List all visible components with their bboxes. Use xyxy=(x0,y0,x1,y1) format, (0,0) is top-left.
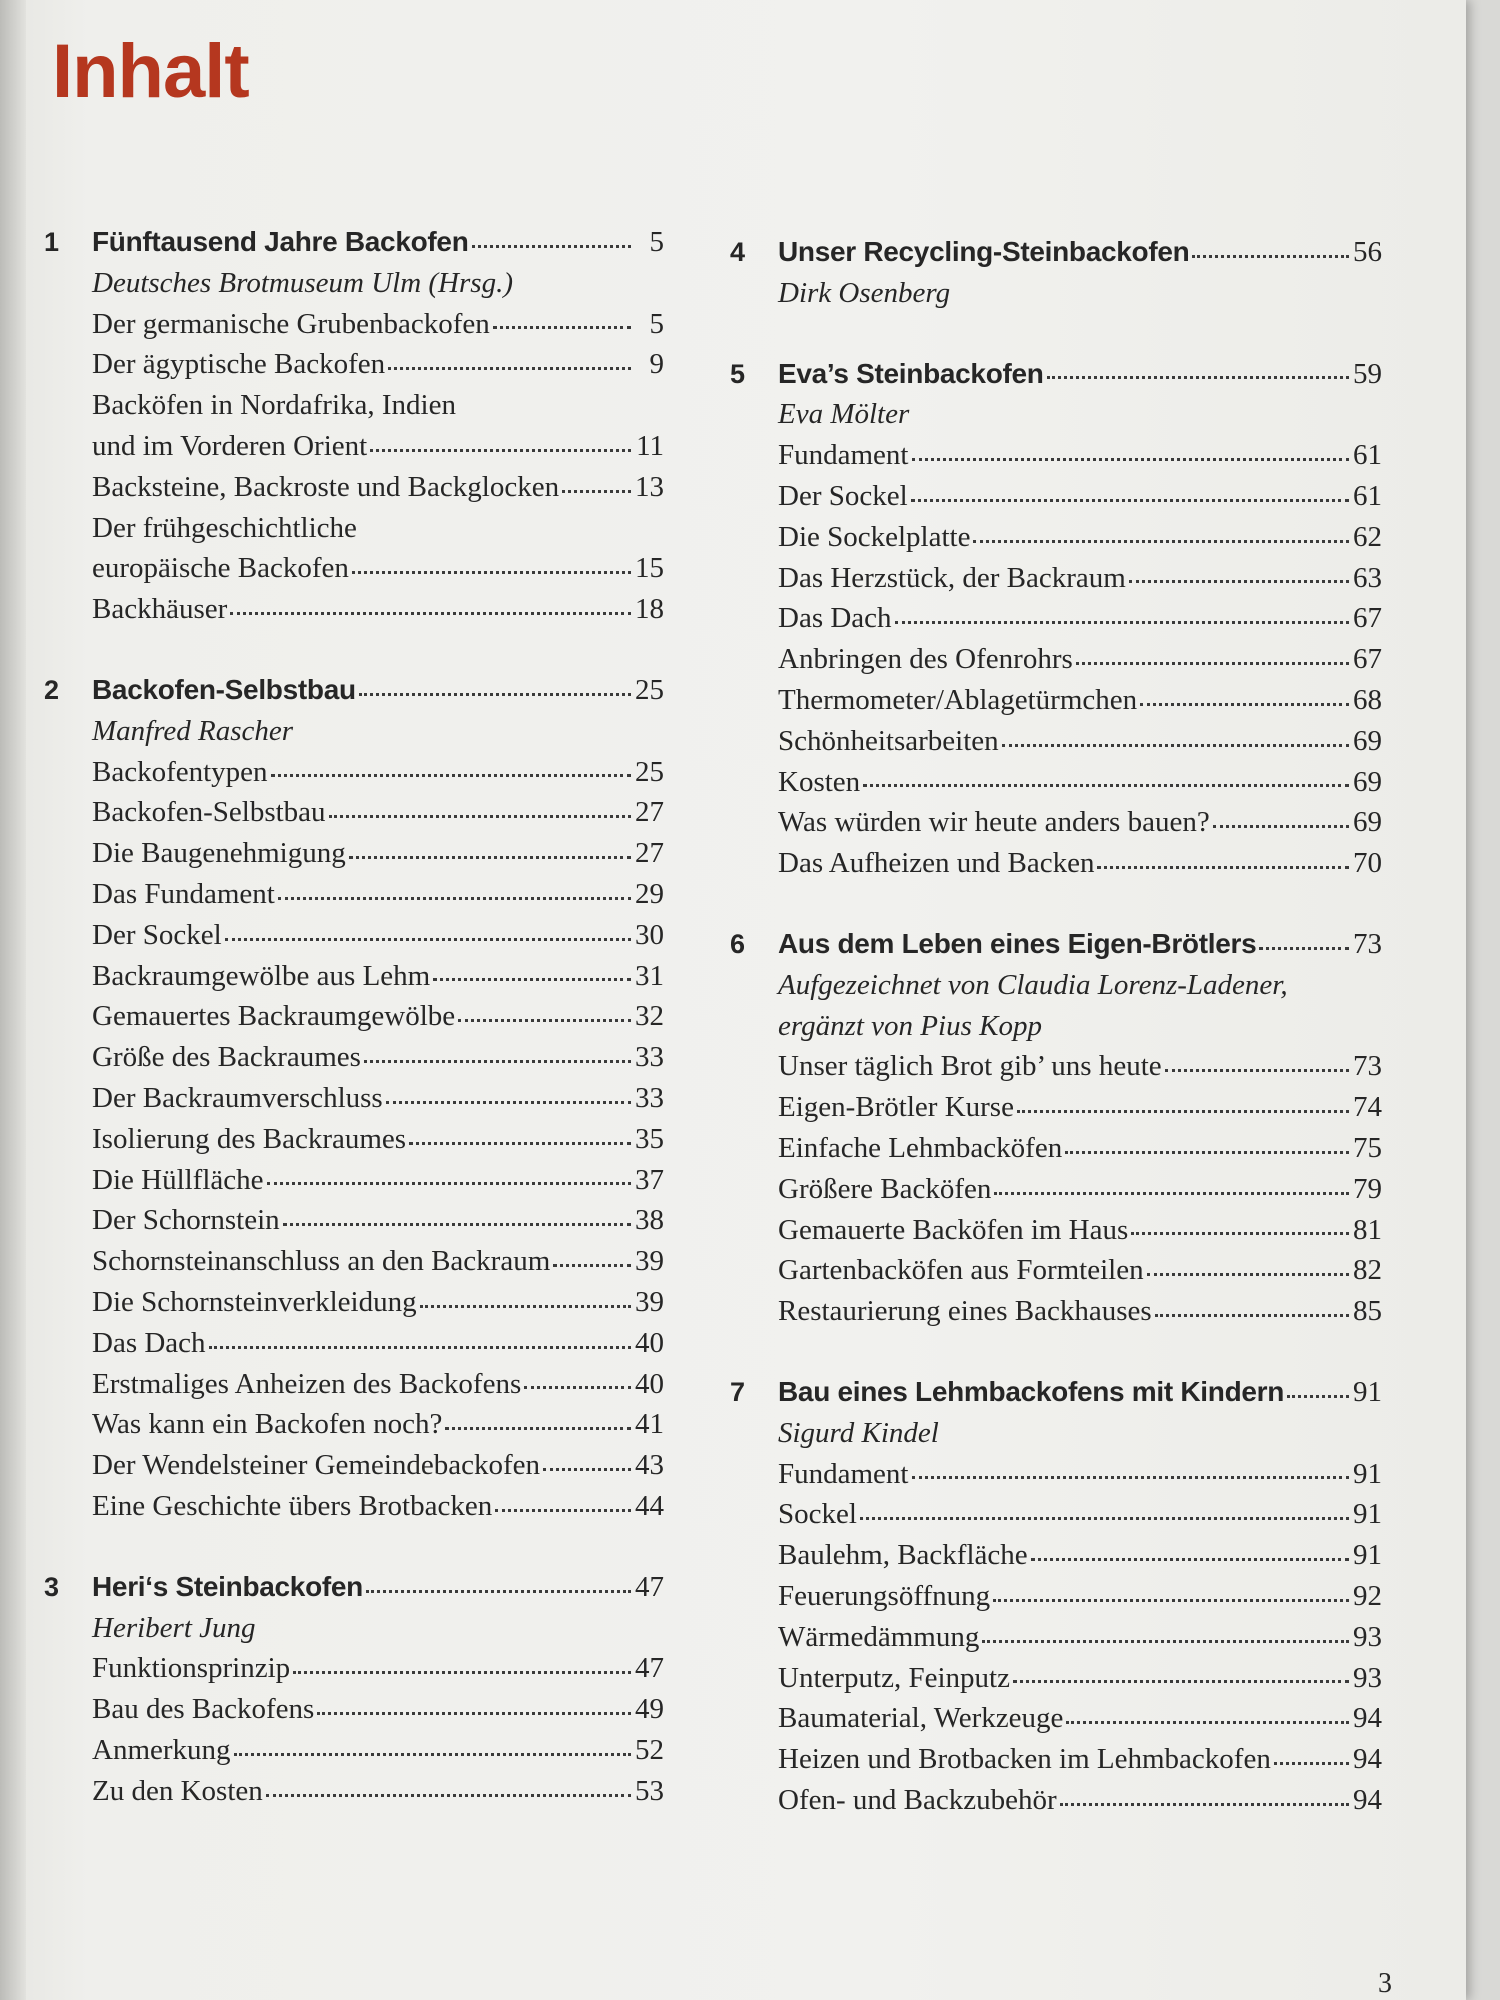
chapter-title: Unser Recycling-Steinbackofen xyxy=(778,236,1190,267)
toc-chapter xyxy=(730,354,1382,884)
toc-column-left xyxy=(44,222,664,1851)
toc-entry xyxy=(730,1576,1382,1617)
dot-leader xyxy=(1013,1680,1349,1683)
chapter-heading xyxy=(44,1567,664,1608)
toc-entry xyxy=(730,680,1382,721)
chapter-page: 25 xyxy=(635,673,664,706)
toc-entry xyxy=(730,1250,1382,1291)
entry-page: 91 xyxy=(1353,1498,1382,1531)
chapter-heading xyxy=(730,354,1382,395)
dot-leader xyxy=(553,1264,631,1267)
entry-title: europäische Backofen xyxy=(92,552,349,585)
entry-title: Größe des Backraumes xyxy=(92,1041,361,1074)
chapter-number: 1 xyxy=(44,227,60,257)
entry-page: 92 xyxy=(1353,1579,1382,1612)
entry-page: 41 xyxy=(635,1408,664,1441)
toc-entry xyxy=(730,598,1382,639)
toc-entry xyxy=(44,1730,664,1771)
entry-title: Backraumgewölbe aus Lehm xyxy=(92,959,431,992)
entry-title: Einfache Lehmbacköfen xyxy=(778,1131,1063,1164)
toc-entry xyxy=(44,1486,664,1527)
dot-leader xyxy=(420,1305,631,1308)
toc-entry xyxy=(44,1119,664,1160)
chapter-heading xyxy=(44,222,664,263)
toc-entry xyxy=(730,1739,1382,1780)
entry-title: Fundament xyxy=(778,1457,909,1490)
toc-entry xyxy=(44,792,664,833)
entry-page: 94 xyxy=(1353,1702,1382,1735)
dot-leader xyxy=(458,1019,631,1022)
dot-leader xyxy=(234,1753,631,1756)
page-gutter xyxy=(0,0,26,2000)
entry-title: Anbringen des Ofenrohrs xyxy=(778,643,1073,676)
dot-leader xyxy=(912,1476,1350,1479)
entry-title: Der Wendelsteiner Gemeindebackofen xyxy=(92,1449,541,1482)
dot-leader xyxy=(293,1671,631,1674)
dot-leader xyxy=(225,938,631,941)
toc-entry xyxy=(730,1087,1382,1128)
toc-entry xyxy=(730,1535,1382,1576)
toc-entry xyxy=(44,996,664,1037)
entry-page: 38 xyxy=(635,1204,664,1237)
dot-leader xyxy=(349,856,631,859)
toc-entry xyxy=(44,1160,664,1201)
entry-page: 15 xyxy=(635,552,664,585)
chapter-author: Manfred Rascher xyxy=(92,714,294,747)
entry-page: 35 xyxy=(635,1122,664,1155)
chapter-heading xyxy=(730,924,1382,965)
toc-entry xyxy=(44,467,664,508)
entry-page: 30 xyxy=(635,918,664,951)
entry-page: 61 xyxy=(1353,439,1382,472)
dot-leader xyxy=(993,1599,1349,1602)
chapter-title: Fünftausend Jahre Backofen xyxy=(92,226,469,257)
entry-title: Der Backraumverschluss xyxy=(92,1081,383,1114)
dot-leader xyxy=(1147,1273,1349,1276)
toc-column-right xyxy=(730,232,1382,1861)
toc-chapter xyxy=(730,1372,1382,1821)
chapter-author: Aufgezeichnet von Claudia Lorenz-Ladener, xyxy=(778,968,1288,1001)
toc-entry xyxy=(44,1364,664,1405)
toc-entry xyxy=(44,1241,664,1282)
chapter-number: 7 xyxy=(730,1376,746,1407)
entry-page: 13 xyxy=(635,470,664,503)
entry-title: Backöfen in Nordafrika, Indien xyxy=(92,389,456,422)
entry-title: Das Dach xyxy=(778,602,892,635)
toc-entry xyxy=(730,1780,1382,1821)
chapter-number: 3 xyxy=(44,1571,60,1602)
entry-page: 31 xyxy=(635,959,664,992)
toc-entry xyxy=(730,1617,1382,1658)
entry-page: 11 xyxy=(636,429,664,462)
dot-leader xyxy=(860,1517,1349,1520)
toc-entry xyxy=(44,304,664,345)
entry-page: 69 xyxy=(1353,724,1382,757)
entry-page: 40 xyxy=(635,1326,664,1359)
entry-title: Feuerungsöffnung xyxy=(778,1579,991,1612)
entry-page: 47 xyxy=(635,1652,664,1685)
dot-leader xyxy=(495,1509,631,1512)
toc-entry xyxy=(44,1282,664,1323)
entry-title: Unser täglich Brot gib’ uns heute xyxy=(778,1050,1162,1083)
entry-page: 33 xyxy=(635,1081,664,1114)
entry-title: Der ägyptische Backofen xyxy=(92,348,386,381)
toc-entry xyxy=(730,1454,1382,1495)
entry-page: 94 xyxy=(1353,1743,1382,1776)
chapter-author: Deutsches Brotmuseum Ulm (Hrsg.) xyxy=(92,266,513,299)
dot-leader xyxy=(1076,662,1349,665)
dot-leader xyxy=(895,621,1349,624)
entry-title: Isolierung des Backraumes xyxy=(92,1122,407,1155)
chapter-title: Aus dem Leben eines Eigen-Brötlers xyxy=(778,927,1257,959)
entry-title: Die Schornsteinverkleidung xyxy=(92,1285,417,1318)
entry-title: Gemauertes Backraumgewölbe xyxy=(92,1000,456,1033)
entry-page: 40 xyxy=(635,1367,664,1400)
dot-leader xyxy=(1129,580,1349,583)
entry-page: 93 xyxy=(1353,1620,1382,1653)
entry-page: 67 xyxy=(1353,602,1382,635)
toc-entry xyxy=(730,1046,1382,1087)
entry-title: Anmerkung xyxy=(92,1733,231,1766)
dot-leader xyxy=(352,571,631,574)
dot-leader xyxy=(283,1223,631,1226)
entry-page: 94 xyxy=(1353,1783,1382,1816)
toc-entry xyxy=(730,762,1382,803)
chapter-title: Heri‘s Steinbackofen xyxy=(92,1570,363,1602)
entry-title: Das Fundament xyxy=(92,877,275,910)
toc-entry xyxy=(730,802,1382,843)
toc-entry xyxy=(44,1323,664,1364)
dot-leader xyxy=(359,693,631,696)
entry-title: Die Sockelplatte xyxy=(778,520,971,553)
chapter-page: 5 xyxy=(649,226,664,258)
toc-entry xyxy=(44,589,664,630)
toc-entry xyxy=(730,1210,1382,1251)
entry-page: 85 xyxy=(1353,1295,1382,1328)
chapter-author: ergänzt von Pius Kopp xyxy=(778,1009,1042,1042)
entry-page: 53 xyxy=(635,1774,664,1807)
toc-entry xyxy=(730,1658,1382,1699)
entry-page: 68 xyxy=(1353,683,1382,716)
chapter-page: 59 xyxy=(1353,357,1382,390)
entry-page: 43 xyxy=(635,1449,664,1482)
toc-chapter xyxy=(730,232,1382,314)
entry-page: 93 xyxy=(1353,1661,1382,1694)
dot-leader xyxy=(266,1794,631,1797)
dot-leader xyxy=(912,458,1350,461)
dot-leader xyxy=(1097,866,1349,869)
toc-entry xyxy=(44,385,664,426)
dot-leader xyxy=(386,1101,631,1104)
toc-entry xyxy=(44,956,664,997)
entry-page: 69 xyxy=(1353,765,1382,798)
entry-title: Backofen-Selbstbau xyxy=(92,796,326,829)
entry-title: Unterputz, Feinputz xyxy=(778,1661,1010,1694)
entry-title: und im Vorderen Orient xyxy=(92,429,368,462)
entry-title: Der Schornstein xyxy=(92,1204,280,1237)
dot-leader xyxy=(543,1468,631,1471)
toc-entry xyxy=(730,517,1382,558)
dot-leader xyxy=(445,1427,631,1430)
toc-entry xyxy=(44,1771,664,1812)
entry-page: 39 xyxy=(635,1245,664,1278)
dot-leader xyxy=(1047,376,1349,379)
chapter-heading xyxy=(730,232,1382,273)
dot-leader xyxy=(493,326,631,329)
entry-title: Schönheitsarbeiten xyxy=(778,724,999,757)
dot-leader xyxy=(1213,825,1349,828)
chapter-title: Eva’s Steinbackofen xyxy=(778,357,1044,389)
entry-page: 39 xyxy=(635,1285,664,1318)
entry-title: Die Baugenehmigung xyxy=(92,837,346,870)
toc-entry xyxy=(44,874,664,915)
toc-entry xyxy=(730,1291,1382,1332)
toc-entry xyxy=(44,1404,664,1445)
entry-title: Was würden wir heute anders bauen? xyxy=(778,806,1210,839)
toc-entry xyxy=(44,915,664,956)
chapter-heading xyxy=(730,1372,1382,1413)
chapter-page: 56 xyxy=(1353,236,1382,268)
dot-leader xyxy=(911,499,1349,502)
toc-entry xyxy=(730,435,1382,476)
entry-page: 91 xyxy=(1353,1539,1382,1572)
chapter-number: 6 xyxy=(730,928,746,959)
toc-entry xyxy=(730,1128,1382,1169)
entry-page: 27 xyxy=(635,837,664,870)
entry-page: 32 xyxy=(635,1000,664,1033)
entry-page: 52 xyxy=(635,1733,664,1766)
entry-title: Backofentypen xyxy=(92,755,268,788)
toc-entry xyxy=(730,476,1382,517)
entry-title: Backsteine, Backroste und Backglocken xyxy=(92,470,560,503)
entry-title: Wärmedämmung xyxy=(778,1620,980,1653)
chapter-page: 47 xyxy=(635,1570,664,1603)
dot-leader xyxy=(1066,1721,1349,1724)
dot-leader xyxy=(388,367,631,370)
entry-page: 70 xyxy=(1353,847,1382,880)
toc-entry xyxy=(730,639,1382,680)
dot-leader xyxy=(1131,1232,1349,1235)
dot-leader xyxy=(982,1640,1349,1643)
entry-title: Baulehm, Backfläche xyxy=(778,1539,1028,1572)
entry-page: 9 xyxy=(649,348,664,381)
entry-title: Gemauerte Backöfen im Haus xyxy=(778,1213,1129,1246)
entry-title: Der frühgeschichtliche xyxy=(92,511,357,544)
entry-title: Baumaterial, Werkzeuge xyxy=(778,1702,1064,1735)
entry-title: Thermometer/Ablagetürmchen xyxy=(778,683,1138,716)
dot-leader xyxy=(433,978,631,981)
chapter-heading xyxy=(44,670,664,711)
dot-leader xyxy=(1065,1151,1349,1154)
entry-title: Zu den Kosten xyxy=(92,1774,263,1807)
entry-page: 82 xyxy=(1353,1254,1382,1287)
dot-leader xyxy=(278,897,631,900)
dot-leader xyxy=(366,1590,631,1593)
entry-page: 61 xyxy=(1353,479,1382,512)
toc-entry xyxy=(44,833,664,874)
toc-entry xyxy=(730,1169,1382,1210)
dot-leader xyxy=(209,1346,631,1349)
dot-leader xyxy=(524,1386,631,1389)
entry-title: Der germanische Grubenbackofen xyxy=(92,307,490,340)
entry-title: Das Herzstück, der Backraum xyxy=(778,561,1126,594)
entry-title: Restaurierung eines Backhauses xyxy=(778,1295,1152,1328)
dot-leader xyxy=(1031,1558,1349,1561)
toc-entry xyxy=(730,558,1382,599)
entry-title: Bau des Backofens xyxy=(92,1693,315,1726)
dot-leader xyxy=(1060,1803,1349,1806)
dot-leader xyxy=(1165,1069,1349,1072)
dot-leader xyxy=(370,449,631,452)
dot-leader xyxy=(317,1712,631,1715)
dot-leader xyxy=(1155,1314,1349,1317)
chapter-number: 2 xyxy=(44,674,60,705)
toc-chapter xyxy=(44,1567,664,1812)
dot-leader xyxy=(1259,947,1349,950)
dot-leader xyxy=(1287,1395,1349,1398)
entry-page: 73 xyxy=(1353,1050,1382,1083)
entry-page: 27 xyxy=(635,796,664,829)
entry-title: Heizen und Brotbacken im Lehmbackofen xyxy=(778,1743,1271,1776)
toc-entry xyxy=(44,752,664,793)
toc-entry xyxy=(730,721,1382,762)
toc-entry xyxy=(730,1494,1382,1535)
entry-title: Größere Backöfen xyxy=(778,1172,992,1205)
dot-leader xyxy=(994,1192,1349,1195)
entry-page: 74 xyxy=(1353,1091,1382,1124)
dot-leader xyxy=(472,245,631,248)
page-number: 3 xyxy=(1378,1968,1392,1999)
entry-title: Die Hüllfläche xyxy=(92,1163,264,1196)
entry-title: Was kann ein Backofen noch? xyxy=(92,1408,443,1441)
entry-title: Sockel xyxy=(778,1498,857,1531)
chapter-title: Bau eines Lehmbackofens mit Kindern xyxy=(778,1375,1285,1407)
dot-leader xyxy=(562,490,631,493)
entry-page: 37 xyxy=(635,1163,664,1196)
entry-page: 62 xyxy=(1353,520,1382,553)
dot-leader xyxy=(329,815,631,818)
entry-page: 75 xyxy=(1353,1131,1382,1164)
dot-leader xyxy=(230,612,631,615)
dot-leader xyxy=(863,784,1349,787)
entry-page: 33 xyxy=(635,1041,664,1074)
dot-leader xyxy=(364,1060,631,1063)
entry-title: Fundament xyxy=(778,439,909,472)
toc-entry xyxy=(44,548,664,589)
entry-title: Gartenbacköfen aus Formteilen xyxy=(778,1254,1144,1287)
dot-leader xyxy=(1274,1762,1349,1765)
entry-page: 44 xyxy=(635,1489,664,1522)
dot-leader xyxy=(1140,703,1349,706)
toc-chapter xyxy=(44,222,664,630)
entry-title: Eigen-Brötler Kurse xyxy=(778,1091,1014,1124)
dot-leader xyxy=(1002,744,1349,747)
entry-title: Das Dach xyxy=(92,1326,206,1359)
entry-title: Funktionsprinzip xyxy=(92,1652,291,1685)
chapter-title: Backofen-Selbstbau xyxy=(92,673,356,705)
toc-entry xyxy=(44,1689,664,1730)
entry-page: 63 xyxy=(1353,561,1382,594)
chapter-author: Dirk Osenberg xyxy=(778,276,951,309)
entry-page: 29 xyxy=(635,877,664,910)
entry-title: Kosten xyxy=(778,765,861,798)
toc-entry xyxy=(44,1445,664,1486)
entry-page: 81 xyxy=(1353,1213,1382,1246)
chapter-page: 73 xyxy=(1353,927,1382,960)
entry-page: 79 xyxy=(1353,1172,1382,1205)
chapter-author: Sigurd Kindel xyxy=(778,1416,939,1449)
entry-title: Der Sockel xyxy=(778,479,908,512)
toc-entry xyxy=(44,344,664,385)
entry-title: Das Aufheizen und Backen xyxy=(778,847,1095,880)
dot-leader xyxy=(1192,255,1349,258)
chapter-author: Eva Mölter xyxy=(778,398,910,431)
toc-entry xyxy=(44,1078,664,1119)
entry-title: Ofen- und Backzubehör xyxy=(778,1783,1057,1816)
toc-chapter xyxy=(44,670,664,1527)
toc-chapter xyxy=(730,924,1382,1332)
toc-entry xyxy=(730,843,1382,884)
entry-page: 91 xyxy=(1353,1457,1382,1490)
chapter-page: 91 xyxy=(1353,1375,1382,1408)
page-title: Inhalt xyxy=(52,29,249,114)
dot-leader xyxy=(271,774,631,777)
entry-page: 49 xyxy=(635,1693,664,1726)
chapter-number: 5 xyxy=(730,358,746,389)
dot-leader xyxy=(267,1182,631,1185)
dot-leader xyxy=(409,1142,631,1145)
toc-entry xyxy=(44,1200,664,1241)
toc-entry xyxy=(44,1648,664,1689)
entry-page: 25 xyxy=(635,755,664,788)
entry-page: 5 xyxy=(649,307,664,340)
entry-page: 69 xyxy=(1353,806,1382,839)
chapter-author: Heribert Jung xyxy=(92,1611,256,1644)
toc-entry xyxy=(44,508,664,549)
dot-leader xyxy=(973,540,1349,543)
dot-leader xyxy=(1017,1110,1349,1113)
toc-entry xyxy=(730,1698,1382,1739)
toc-entry xyxy=(44,1037,664,1078)
entry-title: Backhäuser xyxy=(92,593,228,626)
chapter-number: 4 xyxy=(730,237,746,267)
entry-title: Eine Geschichte übers Brotbacken xyxy=(92,1489,493,1522)
entry-page: 18 xyxy=(635,593,664,626)
entry-title: Schornsteinanschluss an den Backraum xyxy=(92,1245,551,1278)
entry-title: Erstmaliges Anheizen des Backofens xyxy=(92,1367,522,1400)
entry-title: Der Sockel xyxy=(92,918,222,951)
entry-page: 67 xyxy=(1353,643,1382,676)
toc-entry xyxy=(44,426,664,467)
